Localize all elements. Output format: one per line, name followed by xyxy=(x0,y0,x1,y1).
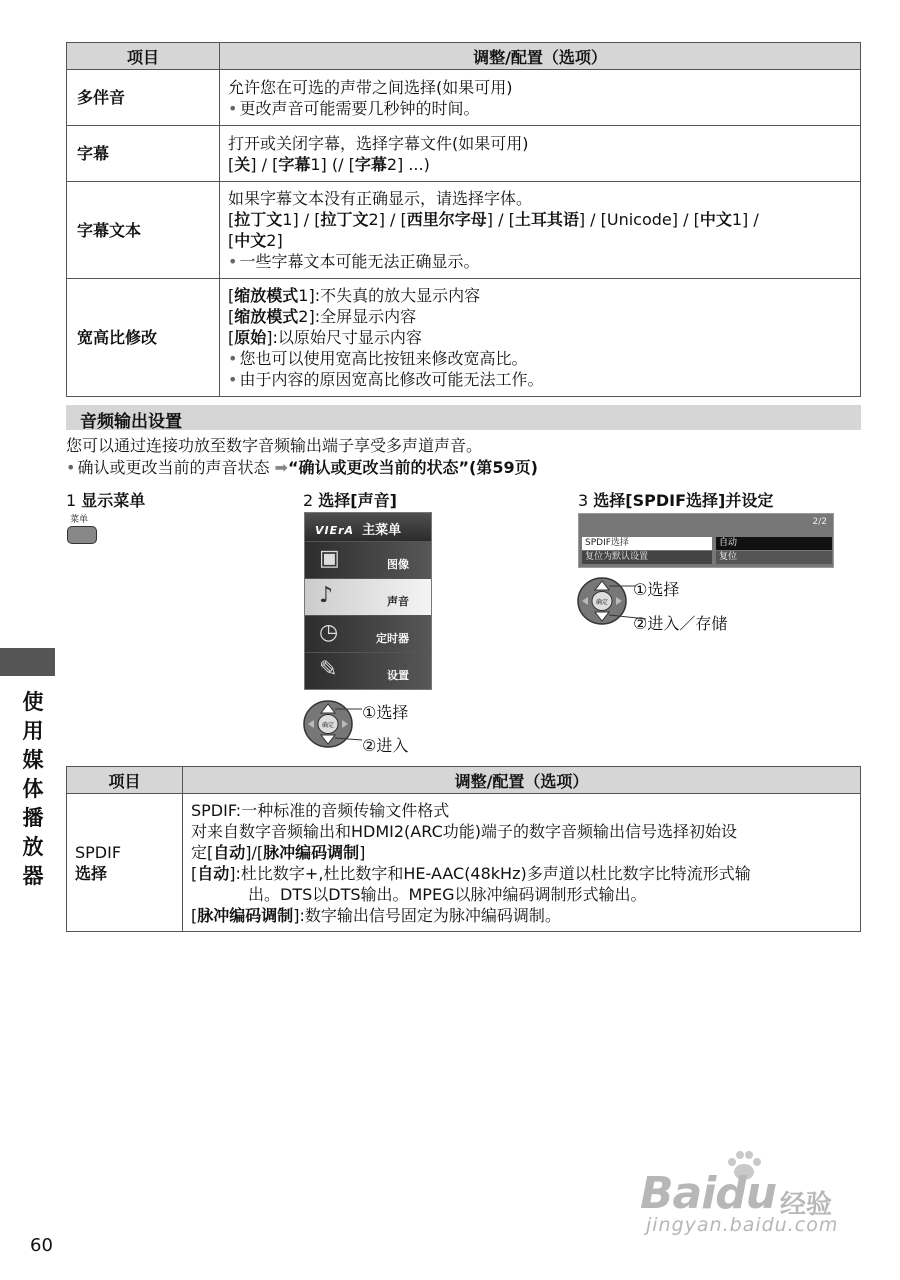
option-zoom-label: 缩放模式 xyxy=(234,286,299,305)
note-bullet: • 更改声音可能需要几秒钟的时间。 xyxy=(228,98,852,119)
menu-item-setup[interactable] xyxy=(305,652,431,689)
option-latin: 拉丁文 xyxy=(234,210,283,229)
option-number: 1 xyxy=(298,286,309,305)
menu-key-label: 菜单 xyxy=(70,515,89,525)
item-subtitle: 字幕 xyxy=(67,126,220,182)
wrench-icon: ✎ xyxy=(319,657,338,682)
desc-line: 如果字幕文本没有正确显示，请选择字体。 xyxy=(228,189,533,208)
option-latin: 拉丁文 xyxy=(320,210,369,229)
header-setting: 调整/配置（选项） xyxy=(220,43,861,70)
desc-prefix: 定[ xyxy=(191,842,214,862)
spdif-select-row[interactable] xyxy=(582,537,832,550)
menu-item-timer[interactable] xyxy=(305,615,431,652)
step-2-title xyxy=(303,488,397,511)
option-turkish: 土耳其语 xyxy=(514,210,579,229)
option-off: 关 xyxy=(234,154,251,174)
option-number: 2 xyxy=(266,231,277,250)
auto-desc: [自动]:杜比数字+,杜比数字和HE-AAC(48kHz)多声道以杜比数字比特流形式输 xyxy=(191,863,751,883)
option-cyrillic: 西里尔字母 xyxy=(406,210,487,229)
item-aspect: 宽高比修改 xyxy=(67,279,220,397)
check-link[interactable]: “确认或更改当前的状态” xyxy=(287,458,469,477)
option-desc: :以原始尺寸显示内容 xyxy=(272,328,422,347)
watermark-url: jingyan.baidu.com xyxy=(646,1214,839,1236)
side-char: 用 xyxy=(22,719,44,743)
page-number: 60 xyxy=(30,1235,53,1256)
side-char: 放 xyxy=(22,835,44,859)
note-bullet: • 一些字幕文本可能无法正确显示。 xyxy=(228,251,852,272)
menu-item-label: 图像 xyxy=(387,558,409,571)
menu-title: 主菜单 xyxy=(362,523,402,538)
option-number: 2 xyxy=(298,307,309,326)
watermark-main: Baidu xyxy=(640,1168,777,1219)
option-desc: :杜比数字+,杜比数字和HE-AAC(48kHz)多声道以杜比数字比特流形式输 xyxy=(235,863,751,883)
desc-subtitle xyxy=(220,126,861,182)
item-line: SPDIF xyxy=(75,842,122,862)
desc-line: 允许您在可选的声带之间选择(如果可用) xyxy=(228,77,513,97)
music-note-icon: ♪ xyxy=(319,583,334,608)
step-3-title xyxy=(578,488,773,511)
step-number: 3 xyxy=(578,491,589,510)
remote-dpad[interactable] xyxy=(302,698,364,750)
desc-spdif xyxy=(183,794,861,932)
side-char: 播 xyxy=(22,806,44,830)
menu-item-label: 设置 xyxy=(387,669,409,682)
header-item: 项目 xyxy=(67,767,183,794)
menu-item-label: 声音 xyxy=(387,595,409,608)
check-page: (第59页) xyxy=(469,458,538,477)
option-desc: :不失真的放大显示内容 xyxy=(314,286,481,305)
desc-line: 对来自数字音频输出和HDMI2(ARC功能)端子的数字音频输出信号选择初始设 xyxy=(191,821,737,841)
header-setting: 调整/配置（选项） xyxy=(183,767,861,794)
option-subtitle: 字幕 xyxy=(354,154,387,174)
option-number: 1 xyxy=(282,210,293,229)
image-icon: ▣ xyxy=(319,546,340,571)
page-indicator: 2/2 xyxy=(812,517,827,527)
nav-select-label: ①选择 xyxy=(633,580,680,599)
section-title: 音频输出设置 xyxy=(66,405,861,430)
option-list: [拉丁文1] / [拉丁文2] / [西里尔字母] / [土耳其语] / [Unicode] / [中文1] / [中文2] xyxy=(228,210,759,250)
option-zoom-label: 缩放模式 xyxy=(234,307,299,326)
arrow-right-icon: ➡ xyxy=(274,458,288,477)
intro-line: 您可以通过连接功放至数字音频输出端子享受多声道声音。 xyxy=(66,436,483,455)
option-number: 1 xyxy=(731,210,743,229)
nav-enter-store-label: ②进入／存储 xyxy=(633,614,728,633)
option-pcm: 脉冲编码调制 xyxy=(197,905,294,925)
option-number: 1 xyxy=(310,154,321,174)
desc-line: 定[自动]/[脉冲编码调制] xyxy=(191,842,366,862)
side-chapter-label xyxy=(19,688,47,891)
check-status-line xyxy=(66,457,538,479)
nav-enter-label: ②进入 xyxy=(362,736,409,755)
desc-line: SPDIF:一种标准的音频传输文件格式 xyxy=(191,800,450,820)
step-number: 2 xyxy=(303,491,314,510)
nav-select-label: ①选择 xyxy=(362,703,409,722)
viera-logo: VIErA xyxy=(315,524,355,537)
option-desc: :全屏显示内容 xyxy=(314,307,417,326)
option-original-label: 原始 xyxy=(234,328,267,347)
item-spdif xyxy=(67,794,183,932)
option-chinese: 中文 xyxy=(699,210,732,229)
option-desc: :数字输出信号固定为脉冲编码调制。 xyxy=(299,905,561,925)
check-text: 确认或更改当前的声音状态 xyxy=(77,458,270,477)
side-char: 体 xyxy=(22,777,44,801)
item-line: 选择 xyxy=(75,863,108,883)
desc-subtitle-text xyxy=(220,182,861,279)
desc-aspect xyxy=(220,279,861,397)
option-unicode: Unicode xyxy=(606,210,672,229)
step-1-title xyxy=(66,488,145,511)
option-original: [原始]:以原始尺寸显示内容 xyxy=(228,328,422,347)
ok-label: 确定 xyxy=(321,722,335,729)
setting-value: 自动 xyxy=(716,537,832,550)
item-multi-audio: 多伴音 xyxy=(67,70,220,126)
setting-key: 复位为默认设置 xyxy=(582,551,712,564)
option-desc: 出。DTS以DTS输出。MPEG以脉冲编码调制形式输出。 xyxy=(248,884,647,904)
header-item: 项目 xyxy=(67,43,220,70)
spdif-settings-screen xyxy=(578,513,834,568)
step-text: 显示菜单 xyxy=(81,491,146,510)
spdif-options-table xyxy=(66,766,861,932)
option-number: 2 xyxy=(368,210,379,229)
menu-item-label: 定时器 xyxy=(376,632,409,645)
setting-value: 复位 xyxy=(716,551,832,564)
option-list: [关] / [字幕1] (/ [字幕2] ...) xyxy=(228,154,430,174)
step-number: 1 xyxy=(66,491,77,510)
setting-key: SPDIF选择 xyxy=(582,537,712,550)
side-tab-marker xyxy=(0,648,55,676)
note-bullet: • 您也可以使用宽高比按钮来修改宽高比。 xyxy=(228,348,852,369)
option-chinese: 中文 xyxy=(234,231,267,250)
reset-row[interactable] xyxy=(582,551,832,564)
section-intro xyxy=(66,435,538,479)
menu-button[interactable] xyxy=(67,526,97,544)
baidu-watermark xyxy=(640,1148,880,1248)
option-zoom1: [缩放模式1]:不失真的放大显示内容 xyxy=(228,286,481,305)
note-bullet: • 由于内容的原因宽高比修改可能无法工作。 xyxy=(228,369,852,390)
pcm-desc: [脉冲编码调制]:数字输出信号固定为脉冲编码调制。 xyxy=(191,905,561,925)
option-auto: 自动 xyxy=(213,842,246,862)
step-text: 选择[声音] xyxy=(318,491,397,510)
side-char: 使 xyxy=(22,690,44,714)
options-table xyxy=(66,42,861,397)
option-number: 2 xyxy=(386,154,398,174)
watermark-cn: 经验 xyxy=(780,1190,833,1220)
menu-header xyxy=(305,513,431,541)
option-auto: 自动 xyxy=(197,863,230,883)
menu-item-image[interactable] xyxy=(305,541,431,578)
option-zoom2: [缩放模式2]:全屏显示内容 xyxy=(228,307,417,326)
desc-multi-audio xyxy=(220,70,861,126)
option-pcm: 脉冲编码调制 xyxy=(263,842,360,862)
viera-main-menu xyxy=(304,512,432,690)
item-subtitle-text: 字幕文本 xyxy=(67,182,220,279)
menu-item-sound[interactable] xyxy=(305,578,431,615)
ok-label: 确定 xyxy=(595,599,609,606)
option-subtitle: 字幕 xyxy=(278,154,311,174)
step-text: 选择[SPDIF选择]并设定 xyxy=(593,491,774,510)
desc-line: 打开或关闭字幕，选择字幕文件(如果可用) xyxy=(228,133,529,153)
clock-icon: ◷ xyxy=(319,620,339,645)
side-char: 媒 xyxy=(22,748,44,772)
side-char: 器 xyxy=(22,864,44,888)
